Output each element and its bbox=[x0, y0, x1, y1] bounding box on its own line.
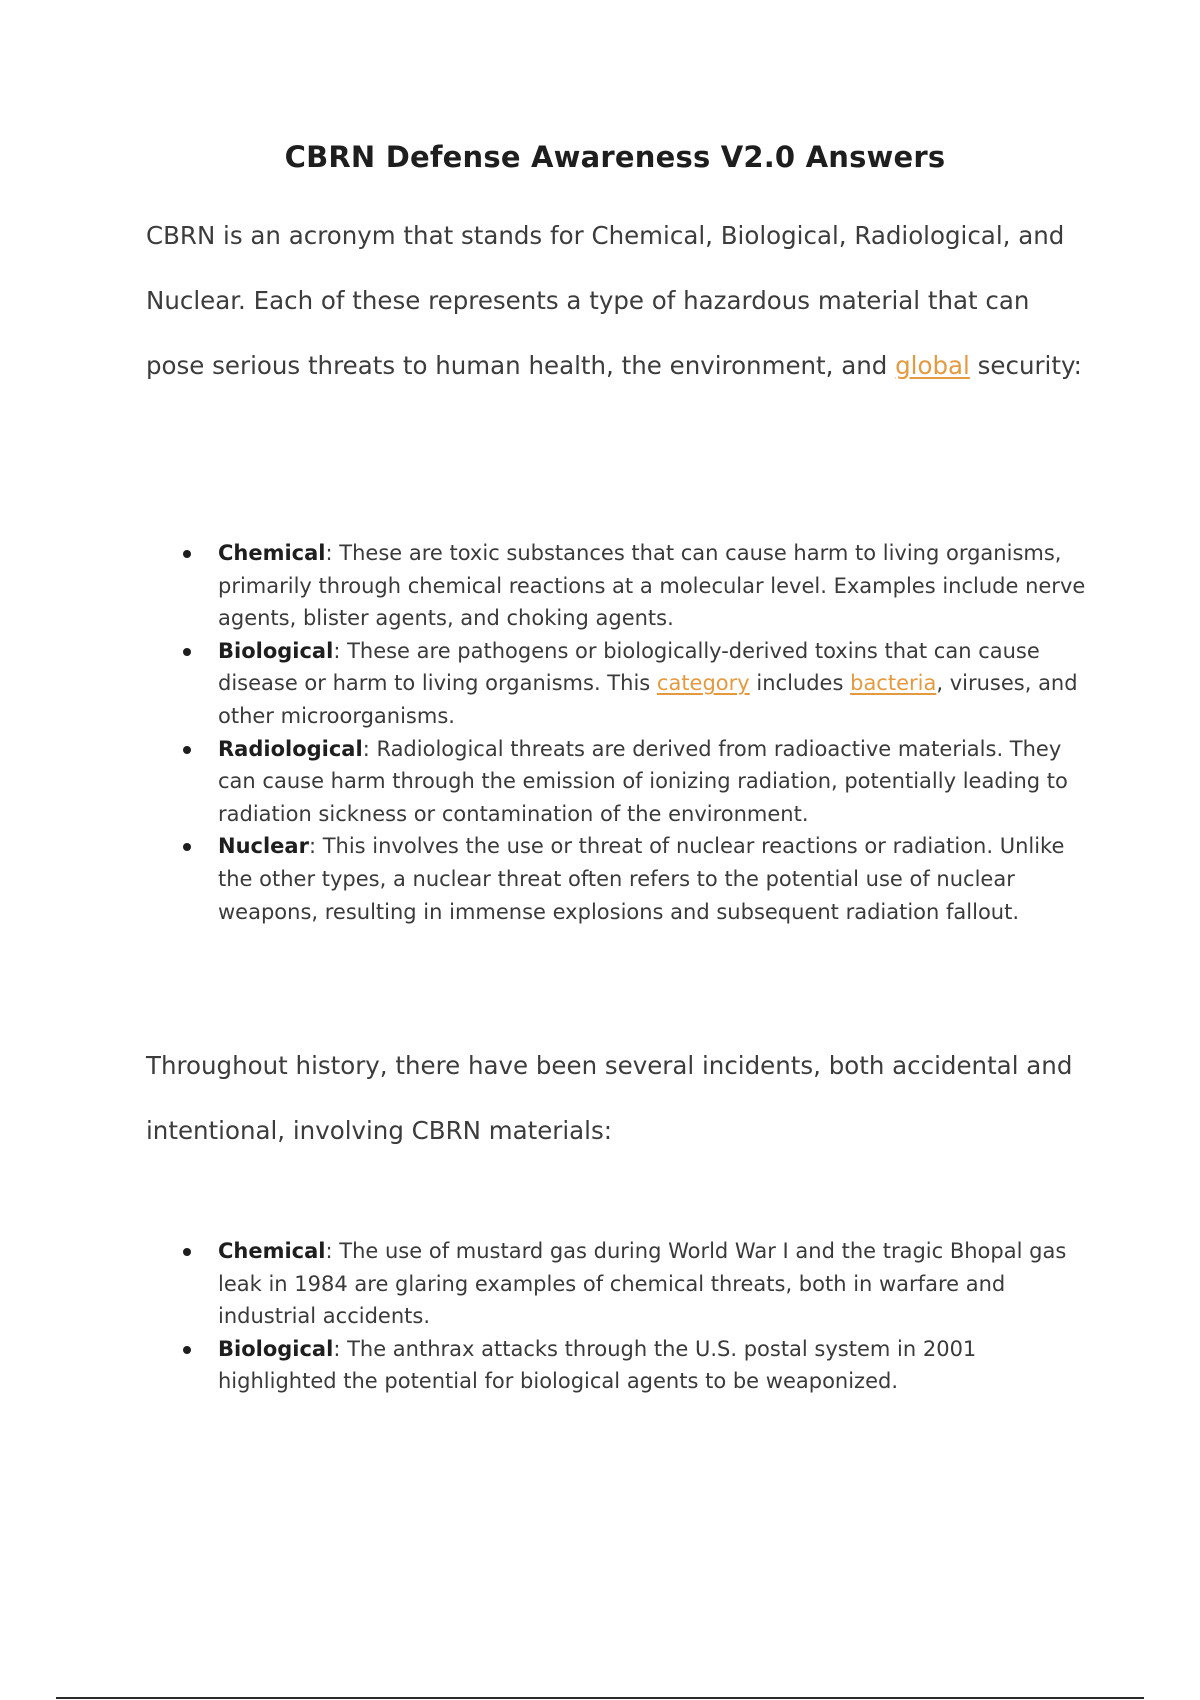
list-item-nuclear bbox=[180, 830, 1090, 928]
cbrn-definitions-list bbox=[180, 537, 1090, 928]
list-item-chemical bbox=[180, 537, 1090, 635]
global-link[interactable]: global bbox=[895, 351, 970, 380]
category-link[interactable]: category bbox=[656, 671, 750, 696]
item-text: : These are pathogens or biologically-derived toxins that can cause disease or harm to living organisms. This bbox=[218, 638, 1040, 696]
term-label: Chemical bbox=[218, 1239, 326, 1263]
history-paragraph: Throughout history, there have been several incidents, both accidental and intentional, involving CBRN materials: bbox=[146, 1051, 1073, 1145]
item-text: : Radiological threats are derived from radioactive materials. They can cause harm through the emission of ionizing radiation, potentially leading to radiation sickness or contamination of the environment. bbox=[218, 736, 1068, 826]
intro-paragraph bbox=[146, 203, 1086, 398]
bacteria-link[interactable]: bacteria bbox=[850, 671, 937, 696]
list-item-biological-incident bbox=[180, 1333, 1090, 1398]
list-item-radiological bbox=[180, 733, 1090, 831]
term-label: Radiological bbox=[218, 736, 363, 761]
term-label: Chemical bbox=[218, 541, 326, 565]
footer-divider bbox=[56, 1697, 1144, 1699]
term-label: Nuclear bbox=[218, 834, 309, 859]
incidents-list bbox=[180, 1235, 1090, 1398]
item-text: , viruses, and other microorganisms. bbox=[218, 671, 1078, 728]
item-text: includes bbox=[749, 671, 851, 696]
bullet-icon bbox=[183, 1346, 191, 1354]
bullet-icon bbox=[183, 648, 191, 656]
term-label: Biological bbox=[218, 1336, 334, 1361]
intro-text-end: security: bbox=[969, 351, 1082, 380]
list-item-biological bbox=[180, 635, 1090, 733]
item-text: : The anthrax attacks through the U.S. postal system in 2001 highlighted the potential for biological agents to be weaponized. bbox=[218, 1336, 977, 1394]
bullet-icon bbox=[183, 1248, 191, 1256]
intro-text: CBRN is an acronym that stands for Chemical, Biological, Radiological, and Nuclear. Each of these represents a type of hazardous material that can pose serious threats to human health, the environment, and bbox=[146, 221, 1065, 380]
item-text: : The use of mustard gas during World War I and the tragic Bhopal gas leak in 1984 are glaring examples of chemical threats, both in warfare and industrial accidents. bbox=[218, 1239, 1067, 1329]
term-label: Biological bbox=[218, 638, 334, 663]
bullet-icon bbox=[183, 843, 191, 851]
item-text: : This involves the use or threat of nuclear reactions or radiation. Unlike the other types, a nuclear threat often refers to the potential use of nuclear weapons, resulting in immense explosions and subsequent radiation fallout. bbox=[218, 834, 1065, 924]
list-item-chemical-incident bbox=[180, 1235, 1090, 1333]
bullet-icon bbox=[183, 746, 191, 754]
bullet-icon bbox=[183, 550, 191, 558]
item-text: : These are toxic substances that can cause harm to living organisms, primarily through chemical reactions at a molecular level. Examples include nerve agents, blister agents, and choking agents. bbox=[218, 541, 1086, 631]
page-title: CBRN Defense Awareness V2.0 Answers bbox=[284, 140, 946, 174]
